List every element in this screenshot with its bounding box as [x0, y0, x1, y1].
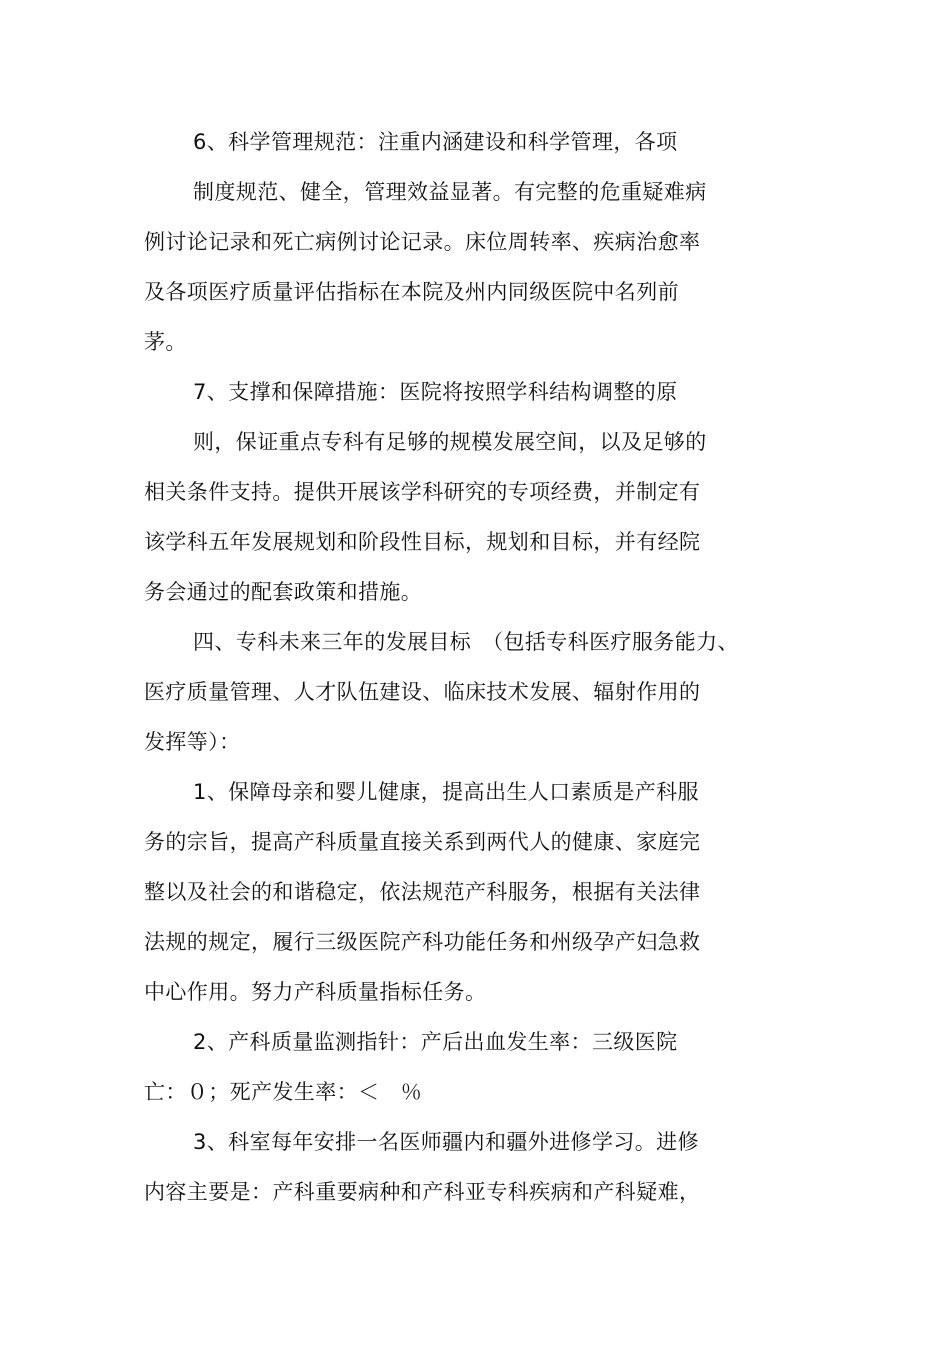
text-line: 整以及社会的和谐稳定，依法规范产科服务，根据有关法律: [144, 880, 701, 904]
text-line: 7、支撑和保障措施：医院将按照学科结构调整的原: [193, 380, 678, 404]
text-line: 亡：０；死产发生率：＜ ％: [144, 1080, 423, 1104]
text-line: 内容主要是：产科重要病种和产科亚专科疾病和产科疑难，: [144, 1180, 701, 1204]
text-line: 2、产科质量监测指针：产后出血发生率：三级医院: [193, 1030, 678, 1054]
text-line: 及各项医疗质量评估指标在本院及州内同级医院中名列前: [144, 280, 679, 304]
text-line: 例讨论记录和死亡病例讨论记录。床位周转率、疾病治愈率: [144, 230, 701, 254]
text-line: 务会通过的配套政策和措施。: [144, 580, 423, 604]
text-line: 6、科学管理规范：注重内涵建设和科学管理，各项: [193, 130, 678, 154]
text-line: 1、保障母亲和婴儿健康，提高出生人口素质是产科服: [193, 780, 699, 804]
section-heading: 四、专科未来三年的发展目标 （包括专科医疗服务能力、: [193, 630, 739, 654]
text-line: 制度规范、健全，管理效益显著。有完整的危重疑难病: [193, 180, 707, 204]
text-line: 医疗质量管理、人才队伍建设、临床技术发展、辐射作用的: [144, 680, 701, 704]
text-line: 发挥等）：: [144, 730, 241, 754]
text-line: 中心作用。努力产科质量指标任务。: [144, 980, 487, 1004]
text-line: 3、科室每年安排一名医师疆内和疆外进修学习。进修: [193, 1130, 699, 1154]
text-line: 该学科五年发展规划和阶段性目标，规划和目标，并有经院: [144, 530, 701, 554]
text-line: 茅。: [144, 330, 187, 354]
text-line: 务的宗旨，提高产科质量直接关系到两代人的健康、家庭完: [144, 830, 701, 854]
text-line: 法规的规定，履行三级医院产科功能任务和州级孕产妇急救: [144, 930, 701, 954]
text-line: 则，保证重点专科有足够的规模发展空间，以及足够的: [193, 430, 707, 454]
text-line: 相关条件支持。提供开展该学科研究的专项经费，并制定有: [144, 480, 701, 504]
